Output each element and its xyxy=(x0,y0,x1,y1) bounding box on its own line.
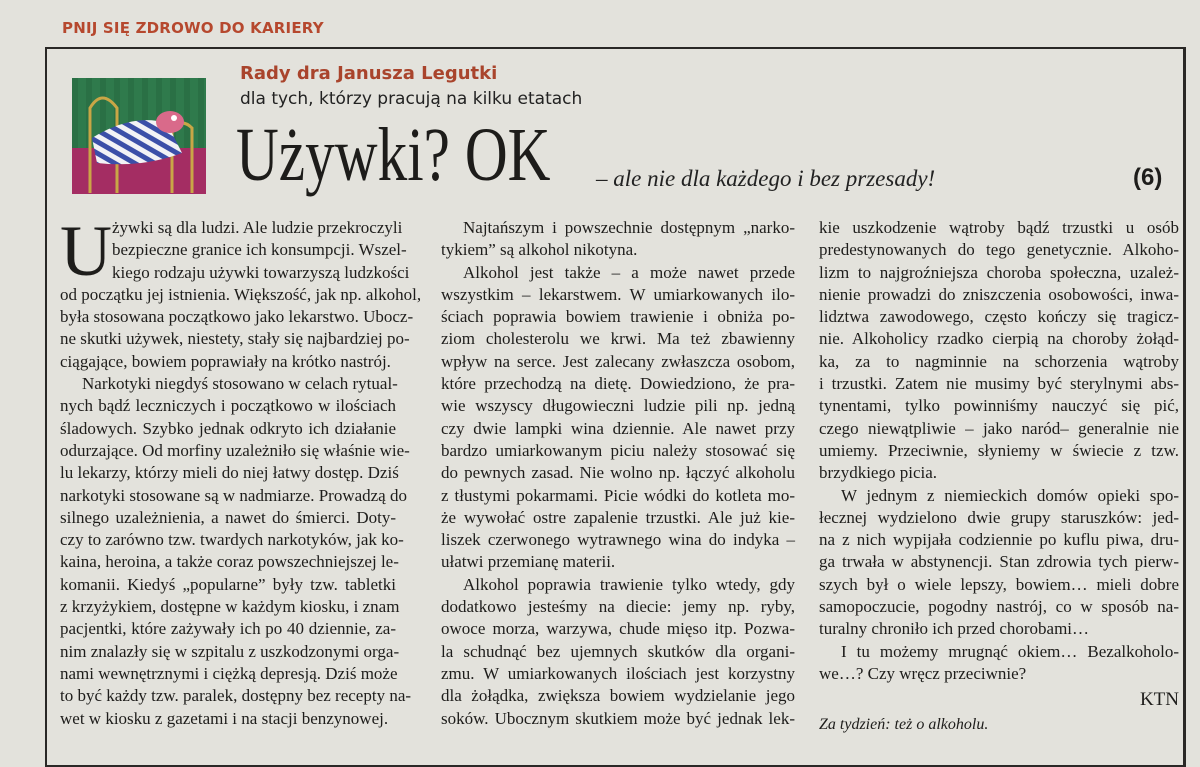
text-line: Alkohol jest także – a może nawet przede xyxy=(463,262,795,282)
text-line: wpływ na serce. Jest zalecany zwłaszcza osobom, xyxy=(441,351,795,371)
section-kicker: PNIJ SIĘ ZDROWO DO KARIERY xyxy=(62,19,324,37)
series-subtitle: dla tych, którzy pracują na kilku etatach xyxy=(240,89,583,109)
text-line: bezpieczne granice ich konsumpcji. Wszel- xyxy=(112,240,407,260)
text-line: ka, za to nagminnie na schorzenia wątroby xyxy=(819,351,1179,371)
text-line: liszek czerwonego wytrawnego wina do indyka – xyxy=(441,530,795,550)
text-line: I tu możemy mrugnąć okiem… Bezalkoholo- xyxy=(841,641,1179,661)
text-line: szych był o wiele lepszy, bowiem… mieli dobre xyxy=(819,574,1179,594)
text-line: narkotyki stosowane są w nadmiarze. Prowadzą do xyxy=(60,485,407,505)
text-line: samopoczucie, pogodny nastrój, co w sposób na- xyxy=(819,597,1179,617)
text-line: Najtańszym i powszechnie dostępnym „narko- xyxy=(463,218,795,237)
text-line: do pewnych zasad. Nie wolno np. łączyć alkoholu xyxy=(441,463,795,483)
text-line: la schudnąć bez ujemnych skutków dla organi- xyxy=(441,641,795,661)
text-line: czego niewątpliwie – jako naród– generalnie nie xyxy=(819,418,1179,438)
text-line: śladowych. Szybko jednak odkryto ich działanie xyxy=(60,418,396,438)
text-line: ułatwi przemianę materii. xyxy=(441,552,616,572)
text-line: czy to zarówno tzw. twardych narkotyków, jak ko- xyxy=(60,530,404,550)
episode-number: (6) xyxy=(1133,164,1163,191)
paragraph xyxy=(441,217,795,262)
text-line: owoce morza, warzywa, chude mięso itp. Pozwa- xyxy=(441,619,795,639)
text-line: i trzustki. Zatem nie musimy być sterylnymi abs- xyxy=(819,374,1179,394)
text-line: ściach poprawia bowiem trawienie i obniża po- xyxy=(441,307,795,327)
text-line: że wywołać ostre zapalenie trzustki. Ale już kie- xyxy=(441,507,795,527)
text-line: predestynowanych do tego genetycznie. Alkoho- xyxy=(819,240,1179,260)
paragraph xyxy=(819,217,1179,485)
illustration-sleeping-man-in-bed xyxy=(72,78,206,194)
text-line: nienie prowadzi do zniszczenia osobowości, inwa- xyxy=(819,284,1179,304)
drop-cap: U xyxy=(60,211,112,291)
text-line: z krzyżykiem, dostępne w każdym kiosku, i znam xyxy=(60,597,400,617)
text-line: kiego rodzaju używki towarzyszą ludzkości xyxy=(112,262,410,282)
text-line: lizm to najgroźniejsza choroba społeczna, uzależ- xyxy=(819,262,1179,282)
text-line: W jednym z niemieckich domów opieki spo- xyxy=(841,485,1179,505)
column-1 xyxy=(60,211,422,730)
text-line: silnego uzależnienia, a nawet do śmierci. Doty- xyxy=(60,507,396,527)
paragraph xyxy=(819,485,1179,641)
text-line: brzydkiego picia. xyxy=(819,463,938,483)
text-line: od początku jej istnienia. Większość, jak np. alkohol, xyxy=(60,284,422,304)
text-line: czy dwie lampki wina dziennie. Ale nawet przy xyxy=(441,418,795,438)
text-line: łecznej wydzielono dwie grupy staruszków: jed- xyxy=(819,507,1179,527)
paragraph xyxy=(819,641,1179,686)
text-line: dla żołądka, zwiększa bowiem wydzielanie jego xyxy=(441,686,795,706)
text-line: komanii. Kiedyś „popularne” były tzw. tabletki xyxy=(60,574,396,594)
article-tagline: – ale nie dla każdego i bez przesady! xyxy=(596,166,936,191)
text-line: ga trwała w abstynencji. Stan zdrowia tych pierw- xyxy=(819,552,1179,572)
text-line: pacjentki, które zażywały ich po 40 dziennie, za- xyxy=(60,619,396,639)
text-line: kie uszkodzenie wątroby bądź trzustki u osób xyxy=(819,218,1179,237)
text-line: bardzo umiarkowanym piciu należy stosować się xyxy=(441,440,795,460)
text-line: turalny chroniło ich przed chorobami… xyxy=(819,619,1090,639)
column-2 xyxy=(441,217,795,730)
text-line: dodatkowo jesteśmy na diecie: jemy np. ryby, xyxy=(441,597,795,617)
text-line: wet w kiosku z gazetami i na stacji benzynowej. xyxy=(60,708,389,728)
paragraph xyxy=(441,262,795,574)
text-line: Alkohol poprawia trawienie tylko wtedy, gdy xyxy=(463,574,795,594)
text-line: ciągające, bowiem poprawiały na krótko nastrój. xyxy=(60,351,391,371)
text-line: zmu. W umiarkowanych ilościach jest korzystny xyxy=(441,663,795,683)
text-line: wie wszyscy długowieczni ludzie pili np. jedną xyxy=(441,396,795,416)
text-line: soków. Ubocznym skutkiem może być jednak lek- xyxy=(441,708,795,728)
column-3 xyxy=(819,217,1179,736)
text-line: tykiem” są alkohol nikotyna. xyxy=(441,240,638,260)
text-line: nim znalazły się w szpitalu z uszkodzonymi orga- xyxy=(60,641,400,661)
text-line: żywki są dla ludzi. Ale ludzie przekroczyli xyxy=(112,218,403,237)
text-line: lidztwa zawodowego, często kończy się tragicz- xyxy=(819,307,1179,327)
text-line: ziom cholesterolu we krwi. Ma też zbawienny xyxy=(441,329,795,349)
author-signature: KTN xyxy=(1139,689,1179,711)
text-line: z tłustymi pokarmami. Picie wódki do kotleta mo- xyxy=(441,485,795,505)
text-line: kaina, heroina, a także coraz powszechniejszej le- xyxy=(60,552,399,572)
author-byline: Rady dra Janusza Legutki xyxy=(240,63,498,84)
text-line: nami wewnętrznymi i ciężką depresją. Dziś może xyxy=(60,663,398,683)
text-line: to być każdy tzw. paralek, dostępny bez recepty na- xyxy=(60,686,412,706)
text-line: na z nich wypijała codziennie po kuflu piwa, dru- xyxy=(819,530,1179,550)
text-line: Narkotyki niegdyś stosowano w celach rytual- xyxy=(82,374,398,394)
text-line: ne skutki używek, niestety, stały się najbardziej po- xyxy=(60,329,410,349)
text-line: które przechodzą na dietę. Dowiedziono, że pra- xyxy=(441,374,795,394)
text-line: nych bądź leczniczych i początkowo w ilościach xyxy=(60,396,396,416)
paragraph xyxy=(441,574,795,730)
text-line: była stosowana początkowo jako lekarstwo. Ubocz- xyxy=(60,307,414,327)
text-line: nie. Alkoholicy rzadko cierpią na choroby żołąd- xyxy=(819,329,1179,349)
paragraph xyxy=(60,373,412,730)
text-line: wszystkim – lekarstwem. W umiarkowanych ilo- xyxy=(441,284,795,304)
text-line: we…? Czy wręcz przeciwnie? xyxy=(819,663,1027,683)
next-week-teaser: Za tydzień: też o alkoholu. xyxy=(819,715,989,733)
text-line: odurzające. Od morfiny uzależniło się właśnie wie- xyxy=(60,440,410,460)
paragraph xyxy=(60,211,422,373)
article-title: Używki? OK xyxy=(236,113,551,197)
text-line: tynentami, tylko powinniśmy nauczyć się pić, xyxy=(819,396,1179,416)
text-line: lu lekarzy, którzy mieli do niej łatwy dostęp. Dziś xyxy=(60,463,399,483)
text-line: umiemy. Przeciwnie, słyniemy w świecie z tzw. xyxy=(819,440,1179,460)
